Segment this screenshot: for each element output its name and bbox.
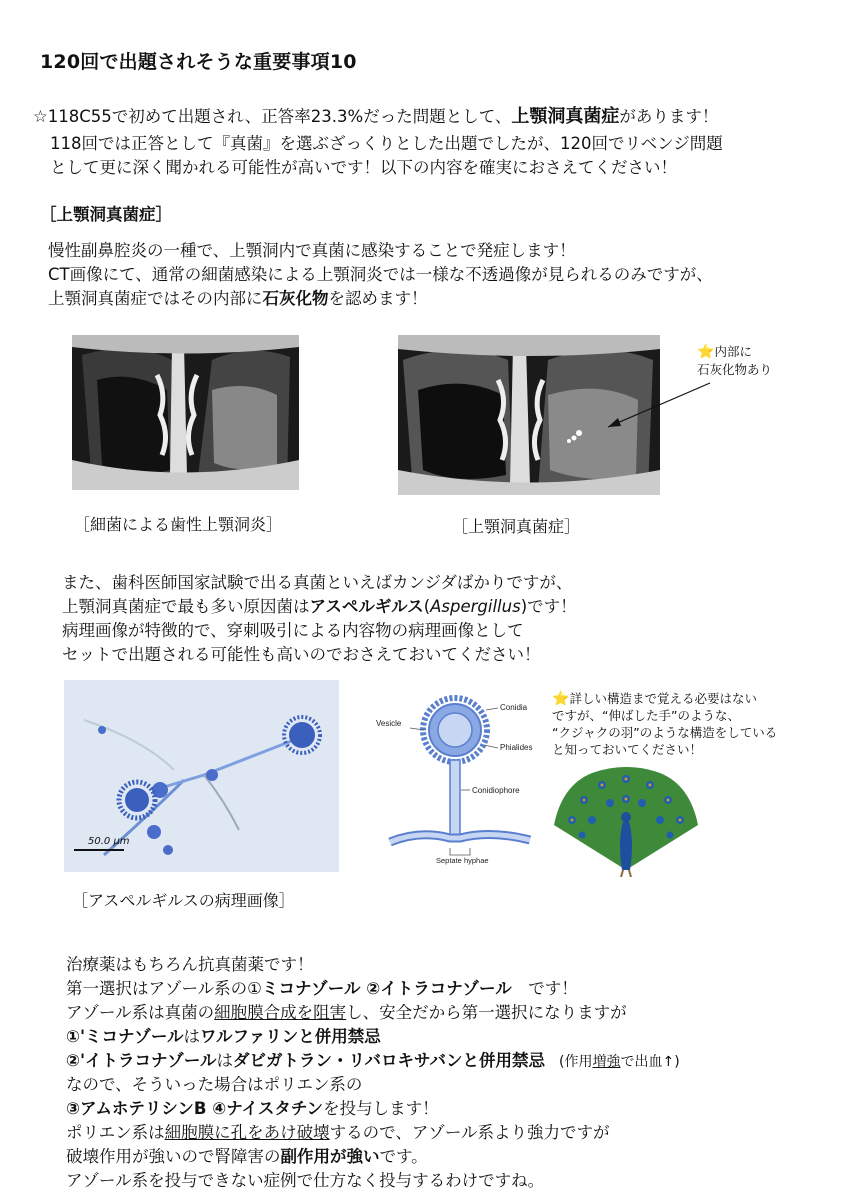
aspergillus-micrograph (64, 680, 339, 872)
asp-line-4: セットで出題される可能性も高いのでおさえておいてください！ (62, 645, 541, 664)
label-conidiophore: Conidiophore (472, 786, 520, 795)
treat-line-4: ①'ミコナゾールはワルファリンと併用禁忌 (66, 1027, 381, 1046)
peacock-note-line-3: “クジャクの羽”のような構造をしている (552, 725, 778, 740)
caption-ct-fungal: ［上顎洞真菌症］ (452, 517, 581, 536)
treat-line-8: ポリエン系は細胞膜に孔をあけ破壊するので、アゾール系より強力ですが (66, 1123, 610, 1142)
peacock-image (552, 765, 700, 877)
treat-line-1: 治療薬はもちろん抗真菌薬です！ (66, 955, 314, 974)
intro-line-1: ☆118C55で初めて出題され、正答率23.3%だった問題として、上顎洞真菌症があります！ (33, 106, 719, 127)
peacock-note-line-4: と知っておいてください！ (552, 742, 703, 757)
ct-image-bacterial (72, 335, 299, 490)
section-line-2: CT画像にて、通常の細菌感染による上顎洞炎では一様な不透過像が見られるのみですが、 (48, 265, 713, 284)
treat-line-7: ③アムホテリシンB ④ナイスタチンを投与します！ (66, 1099, 439, 1118)
ct-note: ⭐内部に (697, 344, 752, 360)
star-icon: ⭐ (697, 344, 715, 360)
section-heading: ［上顎洞真菌症］ (40, 205, 172, 224)
treat-line-6: なので、そういった場合はポリエン系の (66, 1075, 363, 1094)
treat-line-5: ②'イトラコナゾールはダビガトラン・リバロキサバンと併用禁忌 (作用増強で出血↑) (66, 1051, 680, 1070)
intro-line-3: として更に深く聞かれる可能性が高いです！以下の内容を確実におさえてください！ (50, 158, 677, 177)
aspergillus-diagram (370, 690, 550, 865)
treat-line-9: 破壊作用が強いので腎障害の副作用が強いです。 (66, 1147, 428, 1166)
arrow-icon (600, 375, 720, 435)
asp-line-1: また、歯科医師国家試験で出る真菌といえばカンジダばかりですが、 (62, 573, 573, 592)
treat-line-3: アゾール系は真菌の細胞膜合成を阻害し、安全だから第一選択になりますが (66, 1003, 627, 1022)
label-phialides: Phialides (500, 743, 533, 752)
ct-note-line-2: 石灰化物あり (697, 362, 773, 377)
intro-line-2: 118回では正答として『真菌』を選ぶざっくりとした出題でしたが、120回でリベンジ問題 (50, 134, 723, 153)
section-line-1: 慢性副鼻腔炎の一種で、上顎洞内で真菌に感染することで発症します！ (48, 241, 576, 260)
treat-line-2: 第一選択はアゾール系の①ミコナゾール ②イトラコナゾール です！ (66, 979, 578, 998)
treat-line-10: アゾール系を投与できない症例で仕方なく投与するわけですね。 (66, 1171, 545, 1190)
caption-micrograph: ［アスペルギルスの病理画像］ (72, 891, 295, 910)
star-icon: ⭐ (552, 691, 570, 707)
label-septate: Septate hyphae (436, 856, 489, 865)
asp-line-3: 病理画像が特徴的で、穿刺吸引による内容物の病理画像として (62, 621, 524, 640)
page-title: 120回で出題されそうな重要事項10 (40, 51, 357, 73)
peacock-note: ⭐詳しい構造まで覚える必要はない (552, 691, 757, 707)
asp-line-2: 上顎洞真菌症で最も多い原因菌はアスペルギルス(Aspergillus)です！ (62, 597, 577, 616)
section-line-3: 上顎洞真菌症ではその内部に石灰化物を認めます！ (48, 289, 428, 308)
label-vesicle: Vesicle (376, 719, 402, 728)
peacock-note-line-2: ですが、“伸ばした手”のような、 (552, 708, 740, 723)
label-conidia: Conidia (500, 703, 528, 712)
caption-ct-bacterial: ［細菌による歯性上顎洞炎］ (74, 515, 283, 534)
highlight-term: 上顎洞真菌症 (511, 106, 620, 127)
scale-bar-label: 50.0 μm (88, 836, 130, 847)
